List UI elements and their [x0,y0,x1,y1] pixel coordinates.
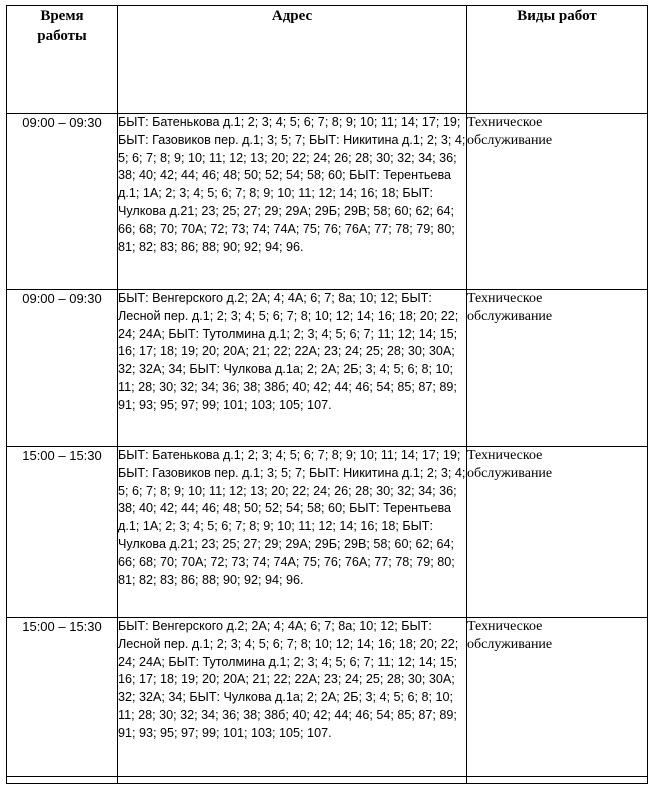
header-address [118,6,467,114]
work-type-label: Техническое обслуживание [467,619,553,652]
empty-cell [118,777,467,784]
table-row-cut-off [7,777,648,784]
work-type-label: Техническое обслуживание [467,448,553,481]
table-row [7,447,648,618]
table-row [7,290,648,447]
time-cell: 09:00 – 09:30 [7,290,118,447]
time-cell: 15:00 – 15:30 [7,618,118,777]
work-type-cell [467,618,648,777]
address-cell: БЫТ: Венгерского д.2; 2А; 4; 4А; 6; 7; 8а; 10; 12; БЫТ: Лесной пер. д.1; 2; 3; 4; 5; 6; 7; 8; 10; 12; 14; 16; 18; 20; 22; 24; 24А; БЫТ: Тутолмина д.1; 2; 3; 4; 5; 6; 7; 11; 12; 14; 15; 16; 17; 18; 19; 20; 20А; 21; 22; 22А; 23; 24; 25; 28; 30; 30А; 32; 32А; 34; БЫТ: Чулкова д.1а; 2; 2А; 2Б; 3; 4; 5; 6; 8; 10; 11; 28; 30; 32; 34; 36; 38; 38б; 40; 42; 44; 46; 54; 85; 87; 89; 91; 93; 95; 97; 99; 101; 103; 105; 107. [118,618,467,777]
work-type-cell [467,290,648,447]
header-work-type-label: Виды работ [517,8,597,24]
work-type-cell [467,114,648,290]
address-cell: БЫТ: Батенькова д.1; 2; 3; 4; 5; 6; 7; 8; 9; 10; 11; 14; 17; 19; БЫТ: Газовиков пер. д.1; 3; 5; 7; БЫТ: Никитина д.1; 2; 3; 4; 5; 6; 7; 8; 9; 10; 11; 12; 13; 20; 22; 24; 26; 28; 30; 32; 34; 36; 38; 40; 42; 44; 46; 48; 50; 52; 54; 58; 60; БЫТ: Терентьева д.1; 1А; 2; 3; 4; 5; 6; 7; 8; 9; 10; 11; 12; 14; 16; 18; БЫТ: Чулкова д.21; 23; 25; 27; 29; 29А; 29Б; 29В; 58; 60; 62; 64; 66; 68; 70; 70А; 72; 73; 74; 74А; 75; 76; 76А; 77; 78; 79; 80; 81; 82; 83; 86; 88; 90; 92; 94; 96. [118,114,467,290]
empty-cell [467,777,648,784]
table-row [7,618,648,777]
header-work-type [467,6,648,114]
time-cell: 15:00 – 15:30 [7,447,118,618]
address-cell: БЫТ: Батенькова д.1; 2; 3; 4; 5; 6; 7; 8; 9; 10; 11; 14; 17; 19; БЫТ: Газовиков пер. д.1; 3; 5; 7; БЫТ: Никитина д.1; 2; 3; 4; 5; 6; 7; 8; 9; 10; 11; 12; 13; 20; 22; 24; 26; 28; 30; 32; 34; 36; 38; 40; 42; 44; 46; 48; 50; 52; 54; 58; 60; БЫТ: Терентьева д.1; 1А; 2; 3; 4; 5; 6; 7; 8; 9; 10; 11; 12; 14; 16; 18; БЫТ: Чулкова д.21; 23; 25; 27; 29; 29А; 29Б; 29В; 58; 60; 62; 64; 66; 68; 70; 70А; 72; 73; 74; 74А; 75; 76; 76А; 77; 78; 79; 80; 81; 82; 83; 86; 88; 90; 92; 94; 96. [118,447,467,618]
table-row [7,114,648,290]
work-type-label: Техническое обслуживание [467,291,553,324]
work-schedule-table [6,5,648,784]
time-cell: 09:00 – 09:30 [7,114,118,290]
header-time-label: Время работы [37,8,87,44]
work-type-label: Техническое обслуживание [467,115,553,148]
header-address-label: Адрес [271,8,313,24]
header-time [7,6,118,114]
address-cell: БЫТ: Венгерского д.2; 2А; 4; 4А; 6; 7; 8а; 10; 12; БЫТ: Лесной пер. д.1; 2; 3; 4; 5; 6; 7; 8; 10; 12; 14; 16; 18; 20; 22; 24; 24А; БЫТ: Тутолмина д.1; 2; 3; 4; 5; 6; 7; 11; 12; 14; 15; 16; 17; 18; 19; 20; 20А; 21; 22; 22А; 23; 24; 25; 28; 30; 30А; 32; 32А; 34; БЫТ: Чулкова д.1а; 2; 2А; 2Б; 3; 4; 5; 6; 8; 10; 11; 28; 30; 32; 34; 36; 38; 38б; 40; 42; 44; 46; 54; 85; 87; 89; 91; 93; 95; 97; 99; 101; 103; 105; 107. [118,290,467,447]
table-header-row [7,6,648,114]
work-type-cell [467,447,648,618]
empty-cell [7,777,118,784]
